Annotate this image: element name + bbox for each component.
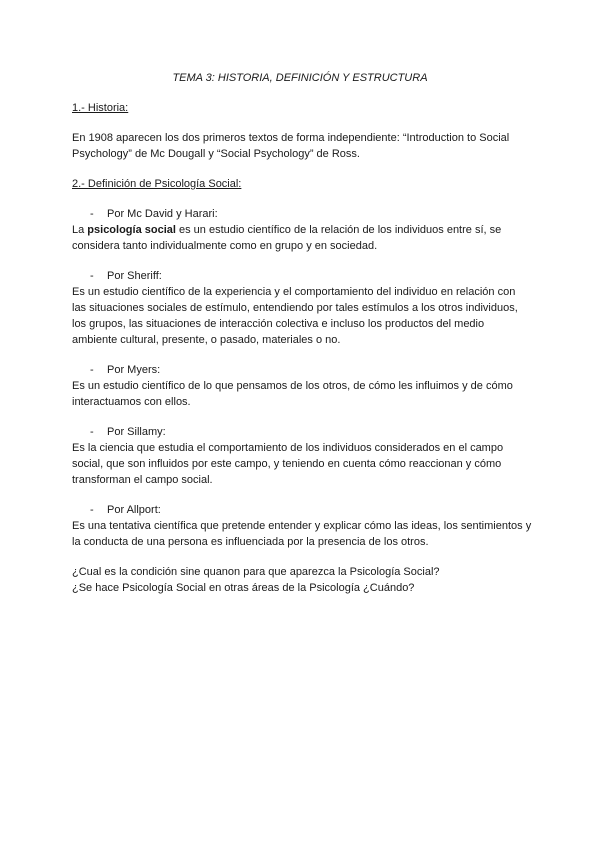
definition-text: Es un estudio científico de lo que pensamos de los otros, de cómo les influimos y de cómo interactuamos con ellos.	[72, 380, 513, 408]
bullet-dash: -	[90, 426, 94, 438]
definition-bold-term: psicología social	[87, 224, 176, 236]
definition-block	[72, 268, 532, 348]
definition-text: Es una tentativa científica que pretende entender y explicar cómo las ideas, los sentimientos y la conducta de una persona es influenciada por la presencia de los otros.	[72, 520, 532, 548]
historia-paragraph: En 1908 aparecen los dos primeros textos de forma independiente: “Introduction to Social Psychology” de Mc Dougall y “Social Psychology” de Ross.	[72, 132, 510, 160]
question-line: ¿Cual es la condición sine quanon para que aparezca la Psicología Social?	[72, 566, 440, 578]
definition-prefix: La	[72, 224, 88, 236]
definition-author-label: Por Sheriff:	[107, 270, 162, 282]
definition-text: Es un estudio científico de la experiencia y el comportamiento del individuo en relación con las situaciones sociales de estímulo, entendiendo por tales estímulos a los otros individuos, los grupos, las situaciones de interacción colectiva e incluso los productos del medio ambiente cultural, presente, o pasado, materiales o no.	[72, 286, 518, 346]
definition-author-label: Por Allport:	[107, 504, 161, 516]
section-heading-historia: 1.- Historia:	[72, 102, 129, 114]
definition-body: es un estudio científico de la relación de los individuos entre sí, se considera tanto individualmente como en grupo y en sociedad.	[72, 224, 502, 252]
definition-text: Es la ciencia que estudia el comportamiento de los individuos considerados en el campo social, que son influidos por este campo, y teniendo en cuenta cómo reaccionan y cómo transforman el campo social.	[72, 442, 504, 486]
section-heading-definicion: 2.- Definición de Psicología Social:	[72, 178, 242, 190]
definition-author-label: Por Mc David y Harari:	[107, 208, 218, 220]
question-line: ¿Se hace Psicología Social en otras áreas de la Psicología ¿Cuándo?	[72, 582, 415, 594]
definition-author	[72, 268, 532, 284]
bullet-dash: -	[90, 364, 94, 376]
definition-author-label: Por Myers:	[107, 364, 161, 376]
bullet-dash: -	[90, 270, 94, 282]
definition-author	[72, 502, 532, 518]
definition-author	[72, 424, 532, 440]
definition-author	[72, 362, 532, 378]
document-body	[72, 100, 532, 596]
bullet-dash: -	[90, 208, 94, 220]
definition-text	[72, 222, 532, 254]
definition-author-label: Por Sillamy:	[107, 426, 166, 438]
definition-block	[72, 206, 532, 254]
definition-block	[72, 362, 532, 410]
definition-block	[72, 424, 532, 488]
bullet-dash: -	[90, 504, 94, 516]
definition-block	[72, 502, 532, 550]
document-title: TEMA 3: HISTORIA, DEFINICIÓN Y ESTRUCTURA	[172, 72, 428, 84]
definition-author	[72, 206, 532, 222]
